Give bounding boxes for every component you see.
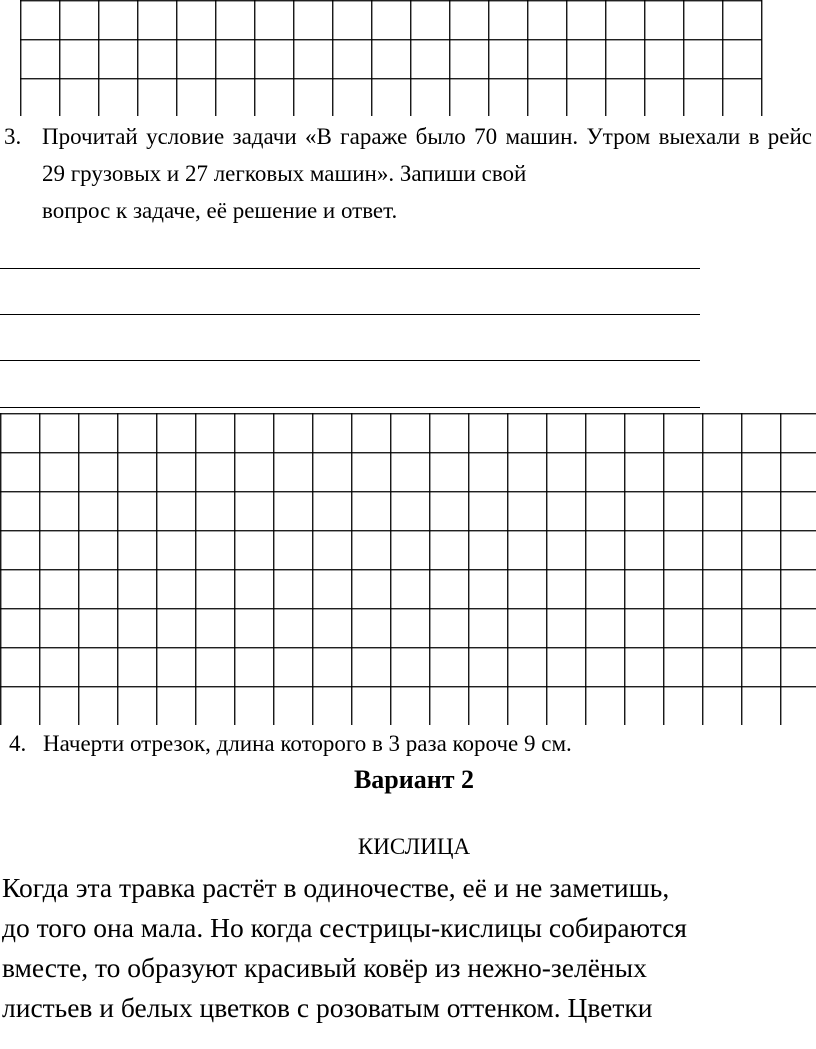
task-4 xyxy=(9,725,572,762)
story-line-4: листьев и белых цветков с розоватым оттенком. Цветки xyxy=(2,992,653,1023)
story-line-1: Когда эта травка растёт в одиночестве, её и не заметишь, xyxy=(2,872,670,903)
task-4-number: 4. xyxy=(9,731,27,756)
solution-grid xyxy=(0,413,816,725)
variant-heading: Вариант 2 xyxy=(353,765,475,794)
task-3-line-2: выехали в рейс 29 грузовых и 27 легковых машин». Запиши свой xyxy=(42,124,813,186)
answer-line-3[interactable] xyxy=(0,360,700,361)
task-3-line-1: Прочитай условие задачи «В гараже было 70 машин. Утром xyxy=(42,124,651,149)
task-3-text xyxy=(42,118,812,266)
task-3-line-3: вопрос к задаче, её решение и ответ. xyxy=(42,198,398,223)
top-answer-grid xyxy=(20,0,816,116)
answer-line-2[interactable] xyxy=(0,314,700,315)
task-3-number: 3. xyxy=(4,124,22,149)
story-text xyxy=(2,868,814,1028)
story-line-2: до того она мала. Но когда сестрицы-кислицы собираются xyxy=(2,912,687,943)
task-4-text: Начерти отрезок, длина которого в 3 раза короче 9 см. xyxy=(43,731,572,756)
answer-line-1[interactable] xyxy=(0,268,700,269)
solution-grid-svg xyxy=(0,413,816,725)
story-title: КИСЛИЦА xyxy=(357,834,471,859)
top-grid-svg xyxy=(20,0,816,116)
story-line-3: вместе, то образуют красивый ковёр из нежно-зелёных xyxy=(2,952,647,983)
answer-line-4[interactable] xyxy=(0,407,700,408)
